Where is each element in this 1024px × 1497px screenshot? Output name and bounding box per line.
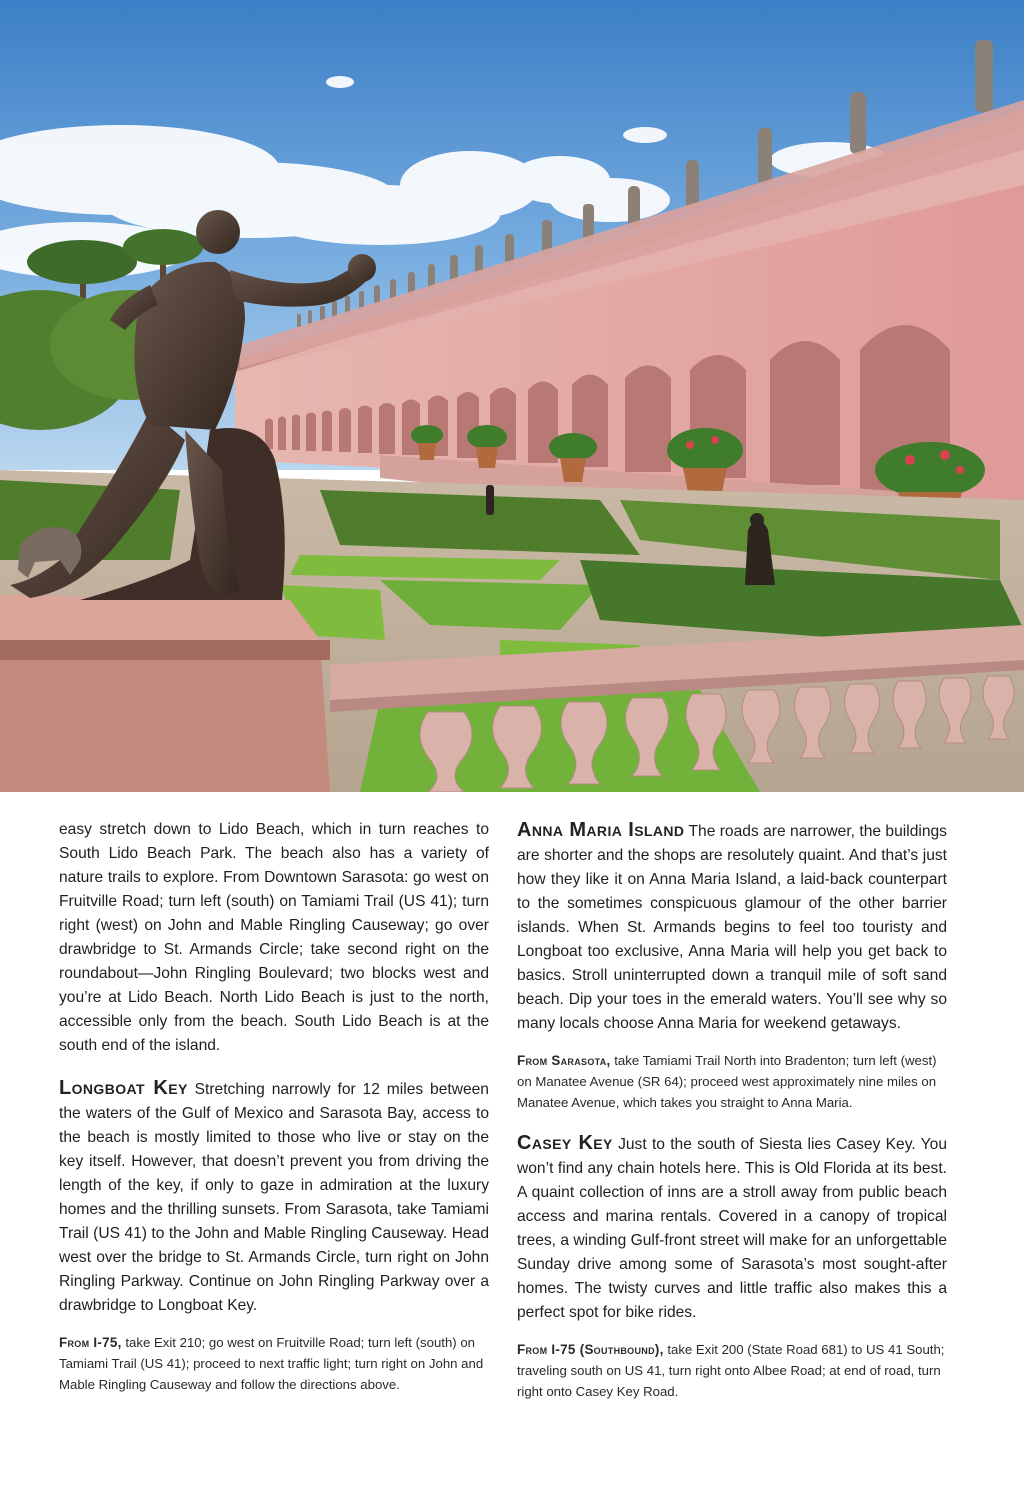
left-column	[59, 818, 489, 1395]
anna-maria-directions-text: take Tamiami Trail North into Bradenton; turn left (west) on Manatee Avenue (SR 64); proceed west approximately nine miles on Manatee Avenue, which takes you straight to Anna Maria.	[517, 1053, 937, 1110]
casey-key-directions-text: take Exit 200 (State Road 681) to US 41 South; traveling south on US 41, turn right onto Albee Road; at end of road, turn right onto Casey Key Road.	[517, 1342, 945, 1399]
casey-key-directions-lead: From I-75 (Southbound),	[517, 1342, 664, 1357]
casey-key-directions	[517, 1339, 947, 1402]
longboat-directions-lead: From I-75,	[59, 1335, 122, 1350]
lido-beach-paragraph: easy stretch down to Lido Beach, which in turn reaches to South Lido Beach Park. The beach also has a variety of nature trails to explore. From Downtown Sarasota: go west on Fruitville Road; turn left (south) on Tamiami Trail (US 41); turn right (west) on John and Mable Ringling Causeway; go over drawbridge to St. Armands Circle; take second right on the roundabout—John Ringling Boulevard; two blocks west and you’re at Lido Beach. North Lido Beach is just to the north, accessible only from the beach. South Lido Beach is at the south end of the island.	[59, 821, 489, 1054]
statue-pedestal	[0, 595, 330, 792]
casey-key-heading: Casey Key	[517, 1132, 613, 1154]
anna-maria-body: The roads are narrower, the buildings are shorter and the shops are resolutely quaint. And that’s just how they like it on Anna Maria Island, a laid-back counterpart to the sometimes conspicuous glamour of the other barrier islands. When St. Armands begins to feel too touristy and Longboat too exclusive, Anna Maria will help you get back to basics. Stroll uninterrupted down a tranquil mile of soft sand beach. Dip your toes in the emerald waters. You’ll see why so many locals choose Anna Maria for weekend getaways.	[517, 823, 947, 1032]
casey-key-body: Just to the south of Siesta lies Casey Key. You won’t find any chain hotels here. This is Old Florida at its best. A quaint collection of inns are a stroll away from public beach access and marina rentals. Covered in a canopy of tropical trees, a winding Gulf-front street will make for an unforgettable Sunday drive among some of Sarasota’s most sought-after homes. The twisty curves and little traffic also makes this a perfect spot for bike rides.	[517, 1136, 948, 1321]
right-column	[517, 818, 947, 1402]
anna-maria-heading: Anna Maria Island	[517, 819, 685, 841]
longboat-key-directions	[59, 1332, 489, 1395]
longboat-directions-text: take Exit 210; go west on Fruitville Road; turn left (south) on Tamiami Trail (US 41); proceed to next traffic light; turn right on John and Mable Ringling Causeway and follow the directions above.	[59, 1335, 484, 1392]
longboat-key-paragraph	[59, 1076, 489, 1318]
longboat-key-body: Stretching narrowly for 12 miles between the waters of the Gulf of Mexico and Sarasota Bay, access to the beach is mostly limited to those who live or stay on the key itself. However, that doesn’t prevent you from driving the length of the key, if only to gaze in admiration at the luxury homes and the thrilling sunsets. From Sarasota, take Tamiami Trail (US 41) to the John and Mable Ringling Causeway. Head west over the bridge to St. Armands Circle, turn right on John Ringling Parkway. Continue on John Ringling Parkway over a drawbridge to Longboat Key.	[59, 1081, 489, 1314]
anna-maria-directions	[517, 1050, 947, 1113]
anna-maria-paragraph	[517, 818, 947, 1036]
anna-maria-directions-lead: From Sarasota,	[517, 1053, 611, 1068]
casey-key-paragraph	[517, 1131, 947, 1325]
longboat-key-heading: Longboat Key	[59, 1077, 188, 1099]
